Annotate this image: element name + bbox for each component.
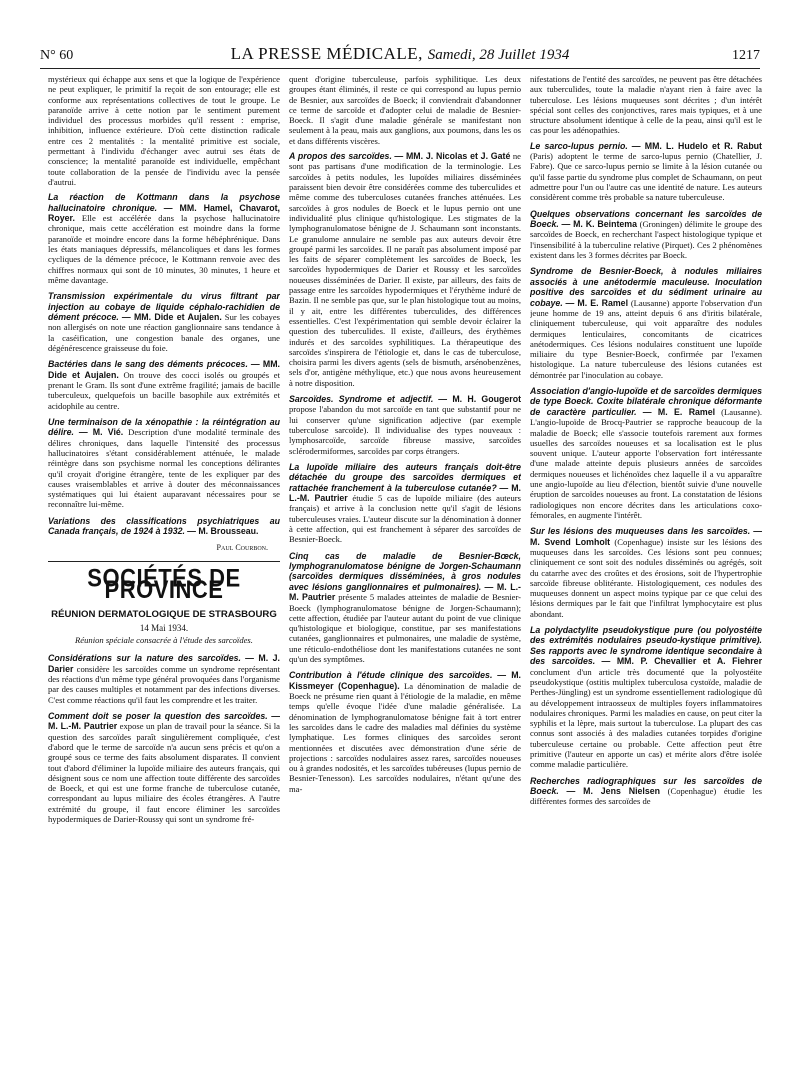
article-title: Cinq cas de maladie de Besnier-Bœck, lymphogranulomatose bénigne de Jorgen-Schaumann (sarcoïdes dermiques disséminées, à gros nodules avec lésions ganglionnaires et pulmonaires). bbox=[289, 550, 521, 592]
article-author: — M. L.-M. Pautrier bbox=[289, 581, 521, 603]
article-title: Une terminaison de la xénopathie : la réintégration au délire. bbox=[48, 416, 280, 438]
article bbox=[289, 394, 521, 456]
column-2 bbox=[289, 74, 521, 1074]
article bbox=[530, 776, 762, 807]
article-author: — MM. Hamel, Chavarot, Royer. bbox=[48, 202, 280, 224]
article-author: — M. J. Darier bbox=[48, 653, 280, 674]
article-author: — M. Jens Nielsen bbox=[566, 786, 661, 797]
article bbox=[530, 526, 762, 619]
article-title: Quelques observations concernant les sarcoïdes de Boeck. bbox=[530, 208, 762, 230]
article-title: La polydactylite pseudokystique pure (ou polyostéite des extrémités nodulaires pseudo-kystique primitive). Ses rapports avec le syndrome identique secondaire à des sarcoïdes. bbox=[530, 625, 762, 667]
article-author: — MM. Dide et Aujalen. bbox=[121, 311, 222, 322]
article-body: (Lausanne). L'angio-lupoïde de Brocq-Pautrier se rapproche beaucoup de la maladie de Boeck; elle s'associe toutefois rarement aux formes usuelles des sarcoïdes noueuses et sa localisation est le plus souvent unique. L'auteur apporte l'observation fort intéressante d'une malade atteinte depuis plusieurs années de sarcoïdes dermiques noueuses et lichénoïdes chez laquelle il a vu apparaître une angio-lupoïde au lieu d'élection, bientôt suivie d'une nouvelle éruption de sarcoïdes noueuses au front. La constatation de lésions radiologiques non encore décrites dans les articulations coxo-fémorales, en augmente l'intérêt. bbox=[530, 406, 762, 520]
article bbox=[48, 359, 280, 411]
article bbox=[48, 417, 280, 510]
article bbox=[48, 516, 280, 537]
article-author: — M. H. Gougerot bbox=[438, 394, 521, 405]
article-title: Bactéries dans le sang des déments précoces. bbox=[48, 359, 248, 370]
article-title: Sarcoïdes. Syndrome et adjectif. bbox=[289, 394, 434, 405]
page-header bbox=[40, 36, 760, 69]
article bbox=[48, 653, 280, 705]
article-author: — M. Kissmeyer (Copenhague). bbox=[289, 670, 521, 691]
article-author: — M. Vié. bbox=[78, 427, 124, 438]
article-title: Syndrome de Besnier-Boeck, à nodules miliaires associés à une anétodermie maculeuse. Inoculation positive des sarcoïdes et du sédiment urinaire au cobaye. bbox=[530, 266, 762, 308]
article-body: (Paris) adoptent le terme de sarco-lupus pernio (Chatellier, J. Fabre). Que ce sarco-lupus pernio se limite à la lésion cutanée ou qu'il fasse partie du syndrome plus complet de Schaumann, on peut admettre pour l'un ou l'autre cas une identité de nature. Les auteurs considèrent comme très probable sa nature tuberculeuse. bbox=[530, 151, 762, 203]
article-title: Considérations sur la nature des sarcoïdes. bbox=[48, 653, 241, 664]
journal-name: LA PRESSE MÉDICALE, bbox=[230, 44, 423, 63]
article-author: — M. E. Ramel bbox=[565, 297, 629, 308]
article-body: (Copenhague) insiste sur les lésions des muqueuses dans les sarcoïdes. Ces lésions sont peu connues; cliniquement ce sont soit des nodules disséminés ou agrégés, soit du catarrhe avec des croûtes et des érosions, soit de l'hypertrophie sarcoïde fibreuse oblitérante. Histologiquement, ces nodules des muqueuses donnent un aspect moins typique par ce que celui des lésions dermiques par le fait que l'infiltrat lymphocytaire est plus abondant. bbox=[530, 536, 762, 619]
article bbox=[530, 386, 762, 520]
page-body bbox=[48, 74, 762, 1074]
article-body: considère les sarcoïdes comme un syndrome représentant des réactions d'un même type général provoquées dans l'organisme par des causes multiples et notamment par des infections diverses. C'est comme réactions qu'il faut les comprendre et les traiter. bbox=[48, 663, 280, 705]
intro-paragraph: mystérieux qui échappe aux sens et que la logique de l'expérience ne peut expliquer, le primitif la reçoit de son entourage; elle est conforme aux représentations collectives de tout le groupe. Le paranoïde arrive à cette notion par le sentiment purement individuel des processus morbides qu'il ressent : emprise, inhibition, influence extérieure. D'où cette distinction radicale entre ces 2 mentalités : la mentalité primitive est sociale, permettant à l'individu d'échanger avec autrui ses états de conscience; la mentalité paranoïde est individuelle, empêchant toute collaboration de la pensée de l'individu avec la pensée d'autrui. bbox=[48, 74, 280, 187]
article-body: conclument d'un article très documenté que la polyostéite pseudokystique (ostitis multiplex tuberculosa cystoïde, maladie de Perthes-Jüngling) est un syndrome essentiellement radiologique dû au développement intraosseux de multiples foyers inflammatoires nodulaires chroniques. Parmi les maladies en cause, on peut citer la syphilis et la lèpre, mais surtout la tuberculose. La plupart des cas connus sont associés à des maladies cutanées torpides d'origine tuberculeuse certaine ou probable. Cette affection peut être primitive (l'auteur en apporte un cas) et mérite alors d'être isolée comme maladie particulière. bbox=[530, 666, 762, 770]
article-body: propose l'abandon du mot sarcoïde en tant que substantif pour ne lui conserver qu'une signification adjective (par exemple tuberculose sarcoïde). Il individualise des types nouveaux : lymphosarcoïde, sarcoïde fibreuse massive, sarcoïdes sclérodermiformes, sarcoïdes par corps étrangers. bbox=[289, 404, 521, 456]
article bbox=[530, 141, 762, 203]
article bbox=[289, 551, 521, 665]
article-body: présente 5 malades atteintes de maladie de Besnier-Boeck (lymphogranulomatose bénigne de Jorgen-Schaumann); cette affection, étudiée par l'auteur autant du point de vue clinique qu'histologique et biologique, constitue, par ses manifestations cutanées, ganglionnaires et pulmonaires, une maladie de système, une réticulo-endothéliose dont les manifestations cutanées ne sont qu'un des symptômes. bbox=[289, 592, 521, 665]
article-author: — M. L.-M. Pautrier bbox=[289, 482, 521, 504]
article-author: — M. E. Ramel bbox=[642, 406, 716, 417]
article-author: — M. Brousseau. bbox=[187, 526, 259, 537]
article-title: Comment doit se poser la question des sarcoïdes. bbox=[48, 710, 268, 721]
article-title: Contribution à l'étude clinique des sarcoïdes. bbox=[289, 670, 493, 681]
article-author: — MM. J. Nicolas et J. Gaté bbox=[394, 151, 511, 162]
article-body: Elle est accélérée dans la psychose hallucinatoire chronique, mais cette accélération est moindre dans la forme paranoïde et moindre encore dans la forme hébéphrénique. Dans les états maniaques dépressifs, mélancoliques et dans les formes cycliques de la démence précoce, le Kottmann renvoie avec des chiffres normaux qui sont de 10 minutes, 30 minutes, 1 heure et même davantage. bbox=[48, 213, 280, 285]
article-author: — M. K. Beintema bbox=[561, 219, 637, 230]
article bbox=[530, 209, 762, 261]
article-body: Description d'une modalité terminale des délires chroniques, dans laquelle l'intensité des processus hallucinatoires s'étant considérablement atténuée, le malade réintègre dans son psychisme normal les conceptions délirantes qu'il croyait d'origine étrangère, tente de les expliquer par des causes vraisemblables et arrive à douter des méconnaissances systématiques qui lui étaient auparavant nécessaires pour se reconnaître lui-même. bbox=[48, 427, 280, 510]
article bbox=[48, 192, 280, 285]
article-title: La réaction de Kottmann dans la psychose hallucinatoire chronique. bbox=[48, 192, 280, 213]
meeting-title: RÉUNION DERMATOLOGIQUE DE STRASBOURG bbox=[51, 609, 277, 621]
article-title: A propos des sarcoïdes. bbox=[289, 151, 392, 162]
article-title: Recherches radiographiques sur les sarcoïdes de Boeck. bbox=[530, 775, 762, 797]
article-title: Transmission expérimentale du virus filtrant par injection au cobaye de liquide céphalo-rachidien de dément précoce. bbox=[48, 291, 280, 322]
issue-number: N° 60 bbox=[40, 48, 74, 63]
article-title: Le sarco-lupus pernio. bbox=[530, 140, 628, 151]
column-3 bbox=[530, 74, 762, 1074]
article-title: Variations des classifications psychiatriques au Canada français, de 1924 à 1932. bbox=[48, 515, 280, 537]
article-body: Sur les cobayes non allergisés on note une réaction ganglionnaire sans tendance à la caséification, une congestion banale des organes, une dégénérescence graisseuse du foie. bbox=[48, 311, 280, 353]
meeting-subtitle: Réunion spéciale consacrée à l'étude des sarcoïdes. bbox=[75, 635, 253, 646]
page-number: 1217 bbox=[732, 48, 760, 63]
article-author: — MM. P. Chevallier et A. Fiehrer bbox=[601, 656, 762, 667]
article-author: — MM. L. Hudelo et R. Rabut bbox=[631, 140, 762, 151]
article bbox=[289, 670, 521, 794]
article-body: ne sont pas partisans d'une modification de la terminologie. Les sarcoïdes à petits nodules, les lupoïdes miliaires disséminées paraissent bien devoir être considérées comme des tuberculides et même comme des tuberculoses cutanées franches atténuées. Les sarcoïdes à gros nodules de Boeck et le lupus pernio ont une individualité plus clinique qu'histologique. Les stigmates de la lymphogranulomatose bénigne de J. Schaumann sont inconstants. Le granulome annulaire ne semble pas aux auteurs devoir être groupé parmi les sarcoïdes. Il ne paraît pas absolument imposé par les faits de séparer complètement les sarcoïdes de Boeck, les sarcoïdes hypodermiques de Darier et Roussy et les sarcoïdes noueuses disséminées de Darier. Il existe, par ailleurs, des faits de passage entre les sarcoïdes hypodermiques et l'érythème induré de Bazin. Il ne semble pas que, sur le plan histologique tout au moins, il y ait, entre les différentes tuberculides, des différences essentielles. C'est l'expérimentation qui semble devoir éclairer la question des tuberculides. Il existe, d'ailleurs, des érythèmes indurés et des sarcoïdes syphilitiques. La thérapeutique des sarcoïdes s'inspirera de l'étiologie et, dans le cas de tuberculose, choisira parmi les divers agents (sels de bismuth, arsénobenzènes, sels d'or, antigène méthylique, etc.) que nous avons heureusement à notre disposition. bbox=[289, 151, 521, 388]
article bbox=[48, 291, 280, 353]
article bbox=[289, 151, 521, 388]
journal-title bbox=[130, 44, 670, 64]
intro-paragraph: nifestations de l'entité des sarcoïdes, ne peuvent pas être détachées aux tuberculides, toute la maladie n'ayant rien à faire avec la tuberculose. Les lésions muqueuses sont décrites ; d'un intérêt spécial sont celles des conjonctives, rares mais typiques, et à une structure absolument identique à celle de la peau, ainsi qu'il est le cas pour les adénopathies. bbox=[530, 74, 762, 136]
article bbox=[48, 711, 280, 824]
article bbox=[530, 625, 762, 770]
signature: Paul Courbon. bbox=[216, 542, 268, 552]
article-body: La dénomination de maladie de Boeck ne présume rien quant à l'étiologie de la maladie, en même temps qu'elle évoque l'idée d'une maladie généralisée. La dénomination de lymphogranulomatose bénigne fait à tort entrer les sarcoïdes dans le cadre des maladies mal définies du système lymphatique. Les formes cliniques des sarcoïdes seront mentionnées et discutées avec démonstration d'une série de projections : sarcoïdes nodulaires assez rares, sarcoïdes noueuses ou à grandes nodosités, et les sarcoïdes tubéreuses (lupus pernio de Besnier-Tenesson). Les sarcoïdes nodulaires, n'étant qu'une des ma- bbox=[289, 680, 521, 794]
section-title: SOCIÉTÉS DE PROVINCE bbox=[87, 563, 241, 604]
article-author: — M. L.-M. Pautrier bbox=[48, 710, 280, 732]
divider bbox=[48, 561, 280, 562]
article-author: — MM. Dide et Aujalen. bbox=[48, 359, 280, 380]
article-body: (Groningen) délimite le groupe des sarcoïdes de Boeck, en recherchant l'aspect histologique typique et l'insensibilité à la tuberculine relative (Pirquet). Ces 2 phénomènes existent dans les 3 formes décrites par Boeck. bbox=[530, 219, 762, 261]
issue-date: Samedi, 28 Juillet 1934 bbox=[427, 47, 570, 63]
meeting-date: 14 Mai 1934. bbox=[139, 622, 189, 633]
column-1 bbox=[48, 74, 280, 1074]
article-body: On trouve des cocci isolés ou groupés et prenant le Gram. Ils sont d'une extrême fragilité; jamais de bacille tuberculeux, quelquefois un bacille basophile aux extrémités et acidophile au centre. bbox=[48, 369, 280, 411]
article-author: — M. Svend Lomholt bbox=[530, 526, 762, 547]
article bbox=[289, 462, 521, 545]
article-body: (Copenhague) étudie les différentes formes des sarcoïdes de bbox=[530, 786, 762, 807]
article-title: La lupoïde miliaire des auteurs français doit-être détachée du groupe des sarcoïdes dermiques et rattachée franchement à la tuberculose cutanée? bbox=[289, 461, 521, 493]
article bbox=[530, 266, 762, 380]
intro-paragraph: quent d'origine tuberculeuse, parfois syphilitique. Les deux groupes étant éliminés, il reste ce qui correspond au lupus pernio de Besnier, aux sarcoïdes de Boeck; il conviendrait d'abandonner ce terme de sarcoïde et d'adopter celui de maladie de Besnier-Boeck. Il s'agit d'une maladie générale se manifestant non seulement à la peau, mais aux ganglions, aux poumons, dans les os et dans différents viscères. bbox=[289, 74, 521, 146]
article-title: Sur les lésions des muqueuses dans les sarcoïdes. bbox=[530, 526, 751, 537]
article-body: étudie 5 cas de lupoïde miliaire (des auteurs français) et arrive à la conclusion nette qu'il s'agit de lésions tuberculeuses vraies. L'auteur discute sur la dénomination à donner à cette affection, qui est franchement à séparer des sarcoïdes de Besnier-Boeck. bbox=[289, 493, 521, 545]
article-title: Association d'angio-lupoïde et de sarcoïdes dermiques de type Boeck. Coxite bilatérale chronique déformante de caractère particulier. bbox=[530, 386, 762, 417]
article-body: (Lausanne) apporte l'observation d'un jeune homme de 19 ans, atteint depuis 6 ans d'iritis bilatérale, cliniquement tuberculeuse, qui voit apparaître des nodules dermiques lenticulaires, concomitants de cicatrices anétodermiques. Ces lésions nodulaires constituent une lupoïde miliaire du type Besnier-Boeck, confirmée par l'examen histologique. La nature tuberculeuse des lésions cutanées est démontrée par l'inoculation au cobaye. bbox=[530, 297, 762, 380]
article-body: expose un plan de travail pour la séance. Si la question des sarcoïdes paraît singulièrement compliquée, c'est d'abord que le terme de sarcoïde n'a aucun sens précis et qu'on a groupé sous ce terme des faits absolument disparates. Il convient tout d'abord d'éliminer la lupoïde miliaire des auteurs français, qui désignent sous ce nom une affection toute différente des sarcoïdes de Boeck, et qui est une forme franche de tuberculose cutanée, correspondant au lupus miliaire des écoles étrangères. A l'autre extrémité du groupe, il faut encore éliminer les sarcoïdes hypodermiques de Darier-Roussy qui sont un syndrome fré- bbox=[48, 721, 280, 825]
